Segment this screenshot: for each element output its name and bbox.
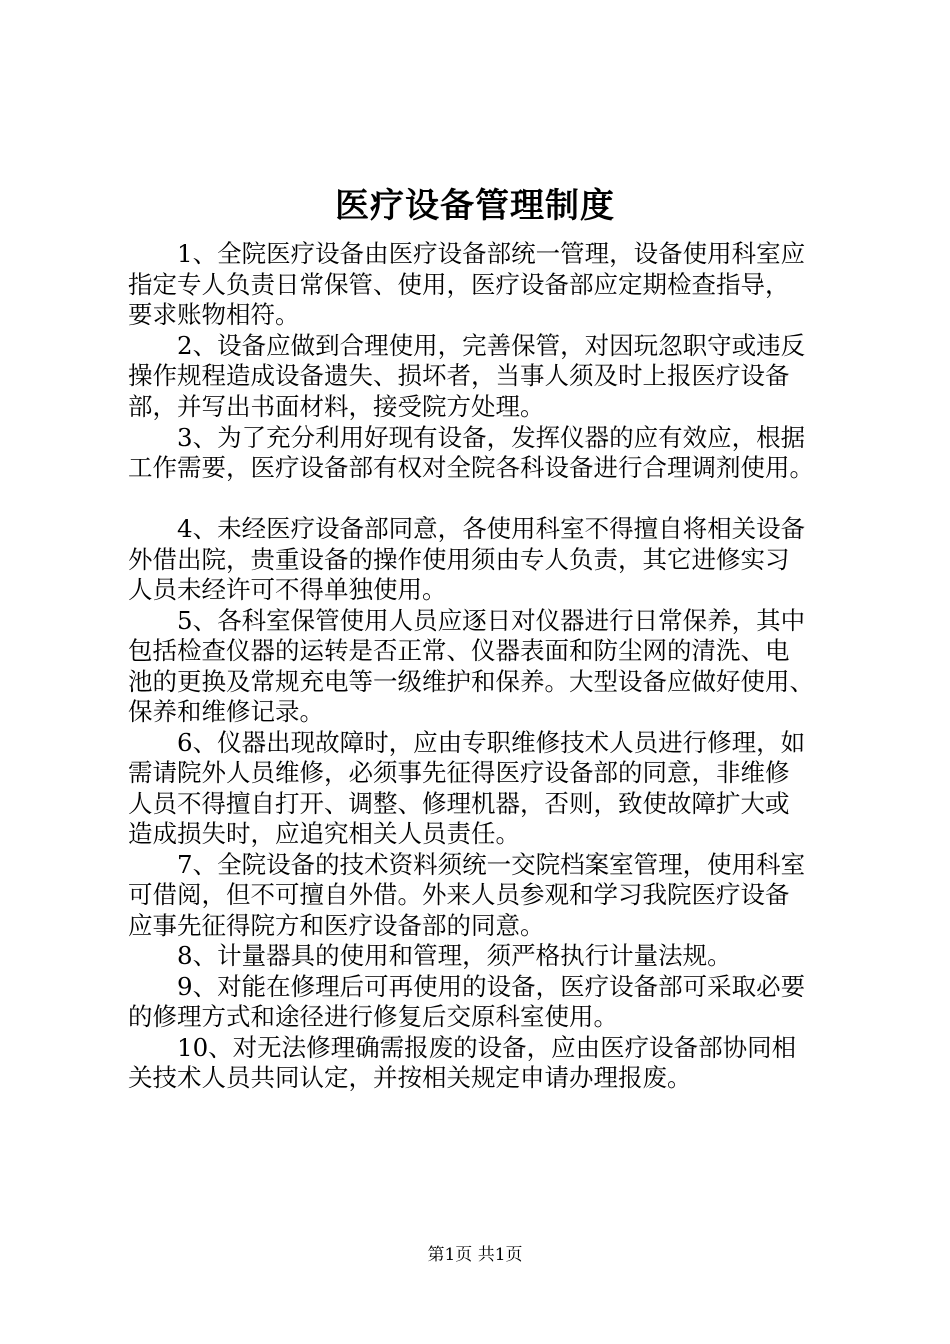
text-line: 包括检查仪器的运转是否正常、仪器表面和防尘网的清洗、电 xyxy=(128,636,790,665)
text-line: 可借阅，但不可擅自外借。外来人员参观和学习我院医疗设备 xyxy=(128,880,790,909)
text-line: 5、各科室保管使用人员应逐日对仪器进行日常保养，其中 xyxy=(128,606,806,635)
text-line: 操作规程造成设备遗失、损坏者，当事人须及时上报医疗设备 xyxy=(128,361,790,390)
text-line: 3、为了充分利用好现有设备，发挥仪器的应有效应，根据 xyxy=(128,423,806,452)
text-line: 要求账物相符。 xyxy=(128,300,300,329)
text-line: 外借出院，贵重设备的操作使用须由专人负责，其它进修实习 xyxy=(128,545,790,574)
text-line: 部，并写出书面材料，接受院方处理。 xyxy=(128,392,545,421)
text-line: 6、仪器出现故障时，应由专职维修技术人员进行修理，如 xyxy=(128,728,806,757)
text-line: 10、对无法修理确需报废的设备，应由医疗设备部协同相 xyxy=(128,1033,797,1062)
text-line: 1、全院医疗设备由医疗设备部统一管理，设备使用科室应 xyxy=(128,239,806,268)
text-line: 人员不得擅自打开、调整、修理机器，否则，致使故障扩大或 xyxy=(128,789,790,818)
text-line: 7、全院设备的技术资料须统一交院档案室管理，使用科室 xyxy=(128,850,806,879)
text-line: 9、对能在修理后可再使用的设备，医疗设备部可采取必要 xyxy=(128,972,806,1001)
page-footer: 第1页 共1页 xyxy=(427,1245,523,1265)
text-line: 保养和维修记录。 xyxy=(128,697,324,726)
text-line: 8、计量器具的使用和管理，须严格执行计量法规。 xyxy=(128,941,732,970)
text-line: 的修理方式和途径进行修复后交原科室使用。 xyxy=(128,1002,618,1031)
text-line: 造成损失时，应追究相关人员责任。 xyxy=(128,819,520,848)
text-line: 关技术人员共同认定，并按相关规定申请办理报废。 xyxy=(128,1063,692,1092)
text-line: 工作需要，医疗设备部有权对全院各科设备进行合理调剂使用。 xyxy=(128,453,814,482)
text-line: 2、设备应做到合理使用，完善保管，对因玩忽职守或违反 xyxy=(128,331,806,360)
text-line: 池的更换及常规充电等一级维护和保养。大型设备应做好使用、 xyxy=(128,667,814,696)
document-title: 医疗设备管理制度 xyxy=(335,186,615,226)
text-line: 应事先征得院方和医疗设备部的同意。 xyxy=(128,911,545,940)
text-line: 4、未经医疗设备部同意，各使用科室不得擅自将相关设备 xyxy=(128,514,806,543)
text-line: 人员未经许可不得单独使用。 xyxy=(128,575,447,604)
text-line: 需请院外人员维修，必须事先征得医疗设备部的同意，非维修 xyxy=(128,758,790,787)
text-line: 指定专人负责日常保管、使用，医疗设备部应定期检查指导， xyxy=(128,270,790,299)
